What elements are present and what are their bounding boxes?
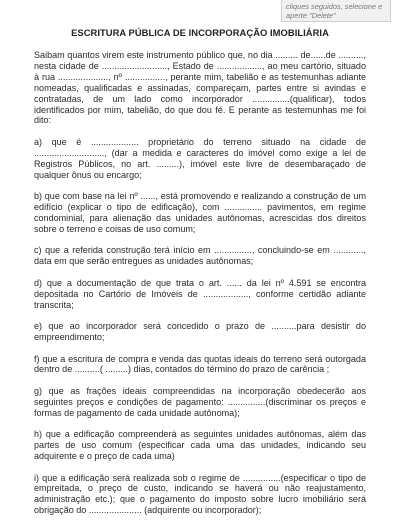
document-body (34, 50, 366, 527)
paragraph-f: f) que a escritura de compra e venda das quotas ideais do terreno será outorgada dentro de ..........( .........) dias, contados do término do prazo de carência ; (34, 353, 366, 375)
paragraph-e: e) que ao incorporador será concedido o prazo de ..........para desistir do empreendimento; (34, 321, 366, 342)
paragraph-b: b) que com base na lei nº ......, está promovendo e realizando a construção de um edifício (explicar o tipo de edificação), com ............... pavimentos, em regime condominial, para alienação das unidades autônomas, acrescidas dos direitos sobre o terreno e coisas de uso comum; (34, 191, 366, 234)
paragraph-c: c) que a referida construção terá início em ..............., concluindo-se em ............, data em que serão entregues as unidades autônomas; (34, 245, 366, 267)
paragraph-a: a) que é ................... proprietário do terreno situado na cidade de ............................, (dar a medida e caracteres do imóvel como exige a lei de Registros Públicos, no art. .........), imóvel este livre de desembaraçado de qualquer ônus ou encargo; (34, 136, 366, 180)
paragraph-d: d) que a documentação de que trata o art. ...... da lei nº 4.591 se encontra depositada no Cartório de Imóveis de .................., conforme certidão adiante transcrita; (34, 277, 366, 310)
paragraph-preamble: Saibam quantos virem este instrumento público que, no dia ......... de......de .........., nesta cidade de .........................., Estado de .................., ao meu cartório, situado à rua ...................., nº ................, perante mim, tabelião e as testemunhas adiante nomeadas, qualificadas e assinadas, compareçam, partes entre si avindas e contratadas, de um lado como incorporador ...............(qualificar), todos identificados por mim, tabelião, do que dou fé. E perante as testemunhas me foi dito: (34, 50, 366, 126)
instruction-hint: cliques seguidos, selecione e aperte "Delete" (281, 0, 391, 22)
paragraph-i: i) que a edificação será realizada sob o regime de ...............(especificar o tipo de empreitada, o preço de custo, indicando se haverá ou não reajustamento, administração etc.); que o pagamento do imposto sobre lucro imobiliário será obrigação do ..................... (adquirente ou incorporador); (34, 472, 366, 516)
document-title: ESCRITURA PÚBLICA DE INCORPORAÇÃO IMOBILIÁRIA (71, 27, 329, 38)
paragraph-g: g) que as frações ideais compreendidas na incorporação obedecerão aos seguintes preços e condições de pagamento: ...............(discriminar os preços e formas de pagamento de cada unidade autônoma); (34, 385, 366, 418)
paragraph-h: h) que a edificação compreenderá as seguintes unidades autônomas, além das partes de uso comum (especificar cada uma das unidades, indicando seu adquirente e o preço de cada uma) (34, 429, 366, 462)
